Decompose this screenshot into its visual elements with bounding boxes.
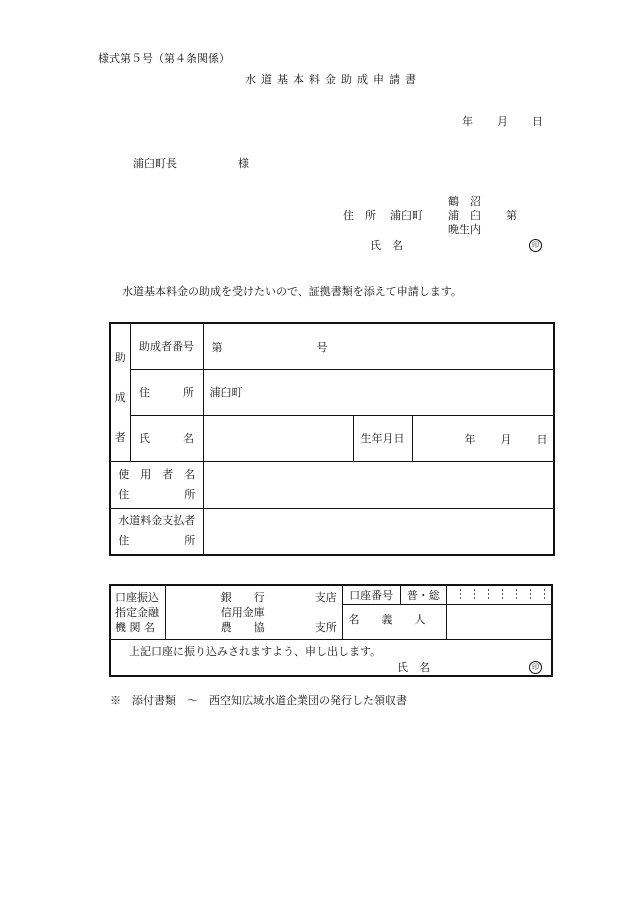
applicant-seal: 印 [529,239,542,252]
form-number: 様式第５号（第４条関係） [98,52,230,65]
request-seal: 印 [529,661,542,674]
request-name-label: 氏 名 [397,660,430,674]
district-2: 浦 臼 [448,209,481,222]
number-suffix-label: 号 [316,341,328,354]
institution-name-cell[interactable] [165,585,342,639]
payer-address-label: 住 所 [118,534,196,548]
bank-branch-label: 支店 [314,591,337,604]
addressee-honorific: 様 [238,157,249,170]
number-value-cell[interactable] [203,323,554,369]
payer-value-cell[interactable] [203,508,554,555]
attachment-note: ※ 添付書類 ～ 西空知広域水道企業団の発行した領収書 [110,694,407,707]
addressee-mayor: 浦臼町長 [133,157,177,170]
number-suffix: 第 [506,209,517,222]
birthdate-value-cell[interactable] [412,415,554,461]
account-number-boxes[interactable] [447,585,553,604]
applicant-town: 浦臼町 [390,209,423,222]
birth-day: 日 [536,432,548,446]
page-title: 水道基本料金助成申請書 [245,73,421,86]
group-label-2: 成 [114,391,126,405]
applicant-name-label: 氏 名 [370,239,403,252]
birth-month: 月 [500,432,512,446]
request-text: 上記口座に振り込みされますよう、申し出します。 [129,644,382,658]
inst-label-2: 指定金融 [115,605,159,619]
group-label-1: 助 [114,351,126,365]
bank-account-table [109,584,553,677]
number-prefix: 第 [211,341,223,354]
payer-label-cell [110,508,203,555]
district-3: 晩生内 [448,223,481,236]
agri-label: 農 協 [220,621,265,634]
number-label: 助成者番号 [130,323,203,369]
group-label-cell [110,323,130,461]
birth-year: 年 [464,432,476,446]
inst-label-1: 口座振込 [115,590,159,604]
holder-value-cell[interactable] [447,604,553,639]
applicant-table [109,322,555,556]
date-year: 年 [462,115,473,128]
account-number-label: 口座番号 [342,585,400,604]
bank-label: 銀 行 [220,591,265,604]
holder-label: 名 義 人 [342,604,446,639]
address-value[interactable]: 浦臼町 [203,369,554,415]
credit-label: 信用金庫 [220,606,265,619]
date-day: 日 [532,115,543,128]
payer-label: 水道料金支払者 [118,514,196,528]
agri-branch-label: 支所 [314,621,337,634]
account-type-label[interactable]: 普・総 [400,585,446,604]
inst-label-3: 機 関 名 [115,620,155,634]
user-value-cell[interactable] [203,461,554,508]
date-month: 月 [497,115,508,128]
application-statement: 水道基本料金の助成を受けたいので、証拠書類を添えて申請します。 [122,285,462,298]
address-label: 住 所 [130,369,203,415]
group-label-3: 者 [114,431,126,445]
applicant-address-label: 住 所 [343,209,376,222]
institution-label-cell [110,585,165,639]
user-name-label: 使 用 者 名 [118,467,196,481]
request-cell [110,639,552,676]
name-value-cell[interactable] [203,415,353,461]
district-1: 鶴 沼 [448,195,481,208]
birthdate-label: 生年月日 [353,415,412,461]
user-label-cell [110,461,203,508]
name-label: 氏 名 [130,415,203,461]
digit-separators [447,589,551,601]
user-address-label: 住 所 [118,487,196,501]
